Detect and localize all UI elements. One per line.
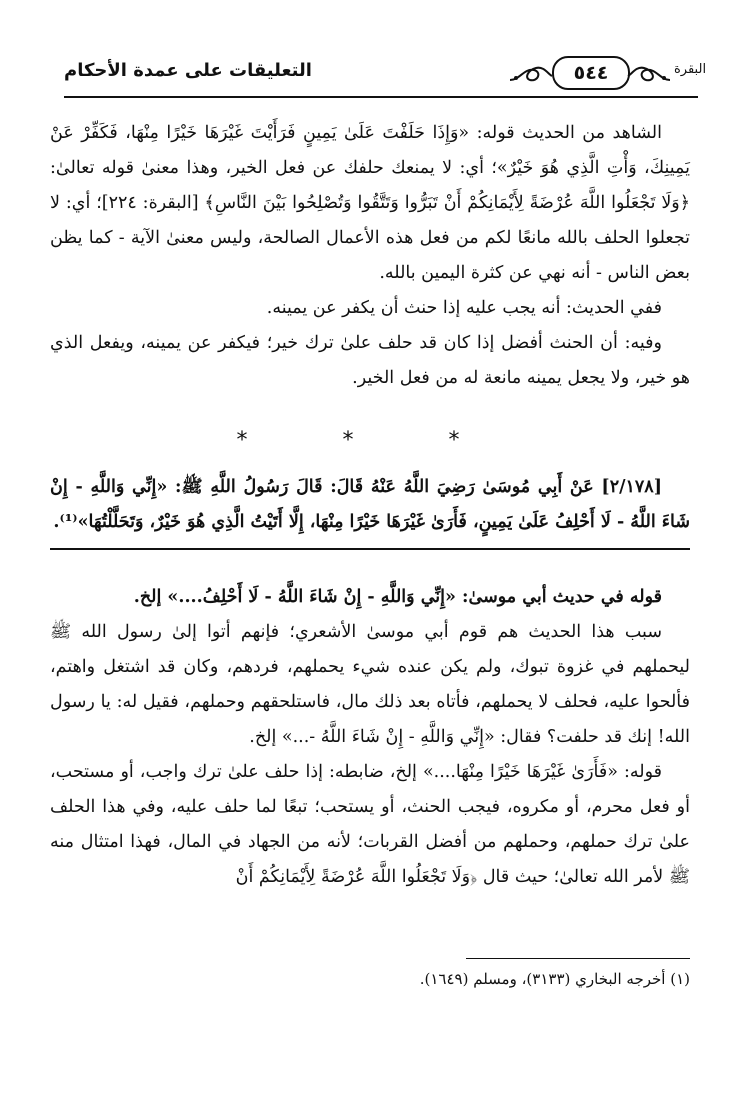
hadith-divider [50,548,690,550]
section-label: البقرة [674,62,707,77]
hadith-text: [٢/١٧٨] عَنْ أَبِي مُوسَىٰ رَضِيَ اللَّهُ عَنْهُ قَالَ: قَالَ رَسُولُ اللَّهِ ﷺ: «إِنِّي وَاللَّهِ - إِنْ شَاءَ اللَّهُ - لَا أَحْلِفُ عَلَىٰ يَمِينٍ، فَأَرَىٰ غَيْرَهَا خَيْرًا مِنْهَا، إِلَّا أَتَيْتُ الَّذِي هُوَ خَيْرٌ، وَتَحَلَّلْتُهَا»⁽¹⁾. [50,477,690,532]
main-text-top [50,116,690,396]
page-number: ٥٤٤ [552,56,630,90]
section-separator: * * * [236,428,504,453]
running-header [40,52,706,96]
paragraph-benefit: وفيه: أن الحنث أفضل إذا كان قد حلف علىٰ ترك خير؛ فيكفر عن يمينه، ويفعل الذي هو خير، ولا يجعل يمينه مانعة له من فعل الخير. [50,333,690,388]
paragraph-witness: الشاهد من الحديث قوله: «وَإِذَا حَلَفْتَ عَلَىٰ يَمِينٍ فَرَأَيْتَ غَيْرَهَا خَيْرًا مِنْهَا، فَكَفِّرْ عَنْ يَمِينِكَ، وَأْتِ الَّذِي هُوَ خَيْرٌ»؛ أي: لا يمنعك حلفك عن فعل الخير، وهذا معنىٰ قوله تعالىٰ: ﴿وَلَا تَجْعَلُوا اللَّهَ عُرْضَةً لِأَيْمَانِكُمْ أَنْ تَبَرُّوا وَتَتَّقُوا وَتُصْلِحُوا بَيْنَ النَّاسِ﴾ [البقرة: ٢٢٤]؛ أي: لا تجعلوا الحلف بالله مانعًا لكم من فعل هذه الأعمال الصالحة، وليس معنىٰ الآية - كما يظن بعض الناس - أنه نهي عن كثرة اليمين بالله. [50,123,691,283]
paragraph-rule: قوله: «فَأَرَىٰ غَيْرَهَا خَيْرًا مِنْهَا....» إلخ، ضابطه: إذا حلف علىٰ ترك واجب، أو مستحب، أو فعل محرم، أو مكروه، فيجب الحنث، أو يستحب؛ تبعًا لما حلف عليه، وفي هذا الحلف علىٰ ترك حملهم، وحملهم من أفضل القربات؛ لأنه من الجهاد في المال، فهذا امتثال منه ﷺ لأمر الله تعالىٰ؛ حيث قال ﴿وَلَا تَجْعَلُوا اللَّهَ عُرْضَةً لِأَيْمَانِكُمْ أَنْ [50,762,690,887]
ornament-right-icon [626,62,672,86]
paragraph-ruling: ففي الحديث: أنه يجب عليه إذا حنث أن يكفر عن يمينه. [266,298,662,318]
paragraph-cause: سبب هذا الحديث هم قوم أبي موسىٰ الأشعري؛ فإنهم أتوا إلىٰ رسول الله ﷺ ليحملهم في غزوة تبوك، ولم يكن عنده شيء يحملهم، فردهم، وكان قد اشتغل واهتم، فألحوا عليه، فحلف لا يحملهم، فأتاه بعد ذلك مال، فاستلحقهم وحملهم، فقيل له: يا رسول الله! إنك قد حلفت؟ فقال: «إِنِّي وَاللَّهِ - إِنْ شَاءَ اللَّهُ -...» إلخ. [50,622,690,747]
header-rule [64,96,698,98]
book-title: التعليقات على عمدة الأحكام [64,60,312,81]
hadith-block [50,470,690,540]
paragraph-commentary-heading: قوله في حديث أبي موسىٰ: «إِنِّي وَاللَّهِ - إِنْ شَاءَ اللَّهُ - لَا أَحْلِفُ....» إلخ. [133,587,662,607]
main-text-bottom [50,580,690,895]
footnote: (١) أخرجه البخاري (٣١٣٣)، ومسلم (١٦٤٩). [419,970,690,988]
footnote-rule [466,958,690,959]
ornament-left-icon [508,62,554,86]
